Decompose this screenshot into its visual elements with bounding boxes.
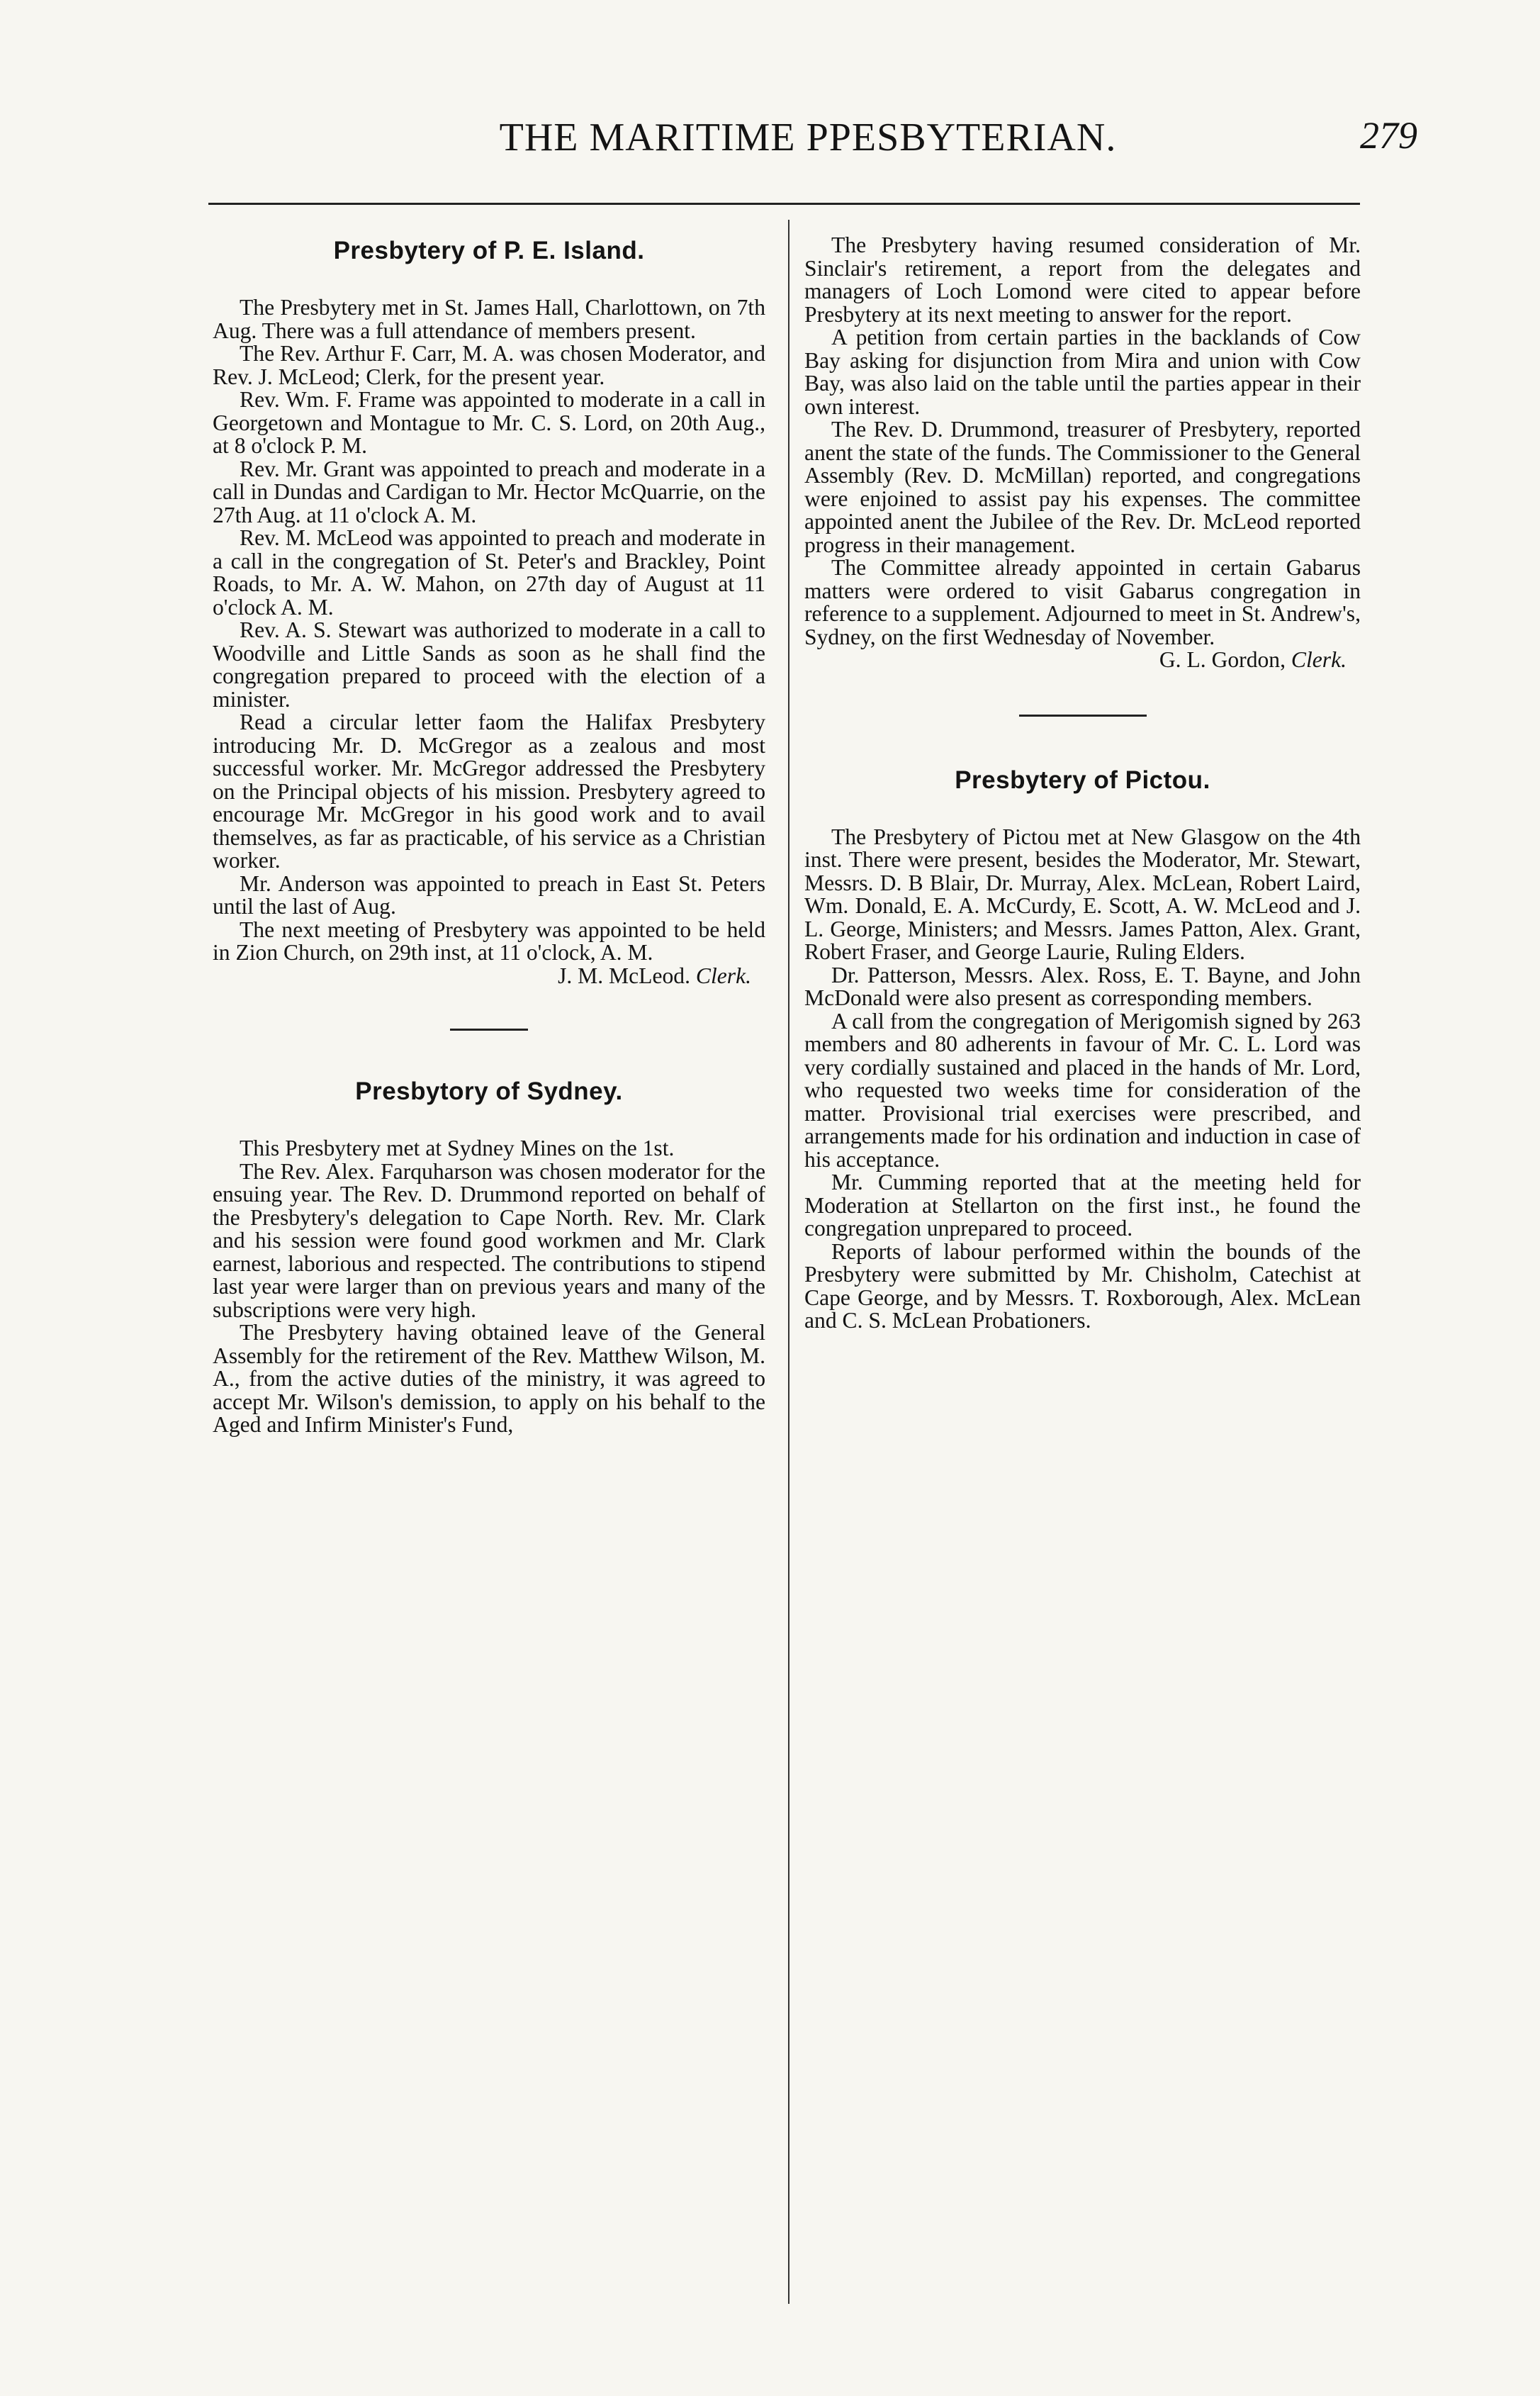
page-number: 279 — [1360, 114, 1417, 157]
paragraph: This Presbytery met at Sydney Mines on the 1st. — [240, 1136, 675, 1160]
section-separator — [450, 1029, 528, 1031]
paragraph: Rev. Mr. Grant was appointed to preach and moderate in a call in Dundas and Cardigan to Mr. Hector McQuarrie, on the 27th Aug. at 11 o'clock A. M. — [213, 456, 765, 527]
paragraph: Rev. M. McLeod was appointed to preach and moderate in a call in the congregation of St. Peter's and Brackley, Point Roads, to Mr. A. W. Mahon, on 27th day of August at 11 o'clock A. M. — [213, 525, 765, 620]
signature-role: Clerk. — [695, 963, 751, 988]
section-heading: Presbytery of P. E. Island. — [333, 237, 645, 264]
paragraph: A petition from certain parties in the backlands of Cow Bay asking for disjunction from Mira and union with Cow Bay, was also laid on the table until the parties appear in their own interest. — [804, 325, 1361, 419]
column-divider — [788, 220, 789, 2304]
article-pictou — [804, 763, 1361, 1333]
paragraph: The Rev. Arthur F. Carr, M. A. was chosen Moderator, and Rev. J. McLeod; Clerk, for the present year. — [213, 341, 765, 389]
paragraph: Read a circular letter faom the Halifax Presbytery introducing Mr. D. McGregor as a zealous and most successful worker. Mr. McGregor addressed the Presbytery on the Principal objects of his mission. Presbytery agreed to encourage Mr. McGregor in his good work and to avail themselves, as far as practicable, of his service as a Christian worker. — [213, 710, 765, 873]
section-heading: Presbytery of Pictou. — [955, 766, 1210, 794]
paragraph: The Committee already appointed in certain Gabarus matters were ordered to visit Gabarus congregation in reference to a supplement. Adjourned to meet in St. Andrew's, Sydney, on the first Wednesday of November. — [804, 555, 1361, 649]
page-title: THE MARITIME PPESBYTERIAN. — [499, 116, 1117, 159]
signature-name: J. M. McLeod. — [558, 963, 690, 988]
paragraph: The Presbytery of Pictou met at New Glasgow on the 4th inst. There were present, besides the Moderator, Mr. Stewart, Messrs. D. B Blair, Dr. Murray, Alex. McLean, Robert Laird, Wm. Donald, E. A. McCurdy, E. Scott, A. W. McLeod and J. L. George, Ministers; and Messrs. James Patton, Alex. Grant, Robert Fraser, and George Laurie, Ruling Elders. — [804, 824, 1361, 964]
signature-name: G. L. Gordon, — [1159, 647, 1286, 672]
article-sydney — [213, 1075, 765, 1437]
running-head — [397, 115, 1417, 172]
paragraph: Reports of labour performed within the bounds of the Presbytery were submitted by Mr. Chisholm, Catechist at Cape George, and by Messrs. T. Roxborough, Alex. McLean and C. S. McLean Probationers. — [804, 1238, 1361, 1333]
section-heading: Presbytory of Sydney. — [355, 1077, 623, 1105]
paragraph: Rev. A. S. Stewart was authorized to moderate in a call to Woodville and Little Sands as soon as he shall find the congregation prepared to proceed with the election of a minister. — [213, 617, 765, 712]
paragraph: The Rev. D. Drummond, treasurer of Presbytery, reported anent the state of the funds. The Commissioner to the General Assembly (Rev. D. McMillan) reported, and congregations were enjoined to assist pay his expenses. The committee appointed anent the Jubilee of the Rev. Dr. McLeod reported progress in their management. — [804, 417, 1361, 557]
left-column — [213, 234, 765, 1437]
signature — [804, 649, 1347, 672]
paragraph: Rev. Wm. F. Frame was appointed to moderate in a call in Georgetown and Montague to Mr. C. S. Lord, on 20th Aug., at 8 o'clock P. M. — [213, 387, 765, 458]
paragraph: Mr. Cumming reported that at the meeting held for Moderation at Stellarton on the first inst., he found the congregation unprepared to proceed. — [804, 1170, 1361, 1241]
signature — [213, 965, 751, 988]
paragraph: The Rev. Alex. Farquharson was chosen moderator for the ensuing year. The Rev. D. Drummond reported on behalf of the Presbytery's delegation to Cape North. Rev. Mr. Clark and his session were found good workmen and Mr. Clark earnest, laborious and respected. The contributions to stipend last year were larger than on previous years and many of the subscriptions were very high. — [213, 1158, 765, 1322]
paragraph: The next meeting of Presbytery was appointed to be held in Zion Church, on 29th inst, at 11 o'clock, A. M. — [213, 917, 765, 965]
article-sydney-continued — [804, 234, 1361, 672]
signature-role: Clerk. — [1291, 647, 1347, 672]
paragraph: A call from the congregation of Merigomish signed by 263 members and 80 adherents in favour of Mr. C. L. Lord was very cordially sustained and placed in the hands of Mr. Lord, who requested two weeks time for consideration of the matter. Provisional trial exercises were prescribed, and arrangements made for his ordination and induction in case of his acceptance. — [804, 1008, 1361, 1172]
article-pei — [213, 234, 765, 987]
right-column — [804, 234, 1361, 1333]
paragraph: Mr. Anderson was appointed to preach in East St. Peters until the last of Aug. — [213, 870, 765, 919]
section-separator — [1019, 715, 1147, 717]
paragraph: Dr. Patterson, Messrs. Alex. Ross, E. T. Bayne, and John McDonald were also present as corresponding members. — [804, 962, 1361, 1010]
header-rule — [208, 203, 1360, 205]
paragraph: The Presbytery having resumed consideration of Mr. Sinclair's retirement, a report from the delegates and managers of Loch Lomond were cited to appear before Presbytery at its next meeting to answer for the report. — [804, 233, 1361, 327]
paragraph: The Presbytery met in St. James Hall, Charlottown, on 7th Aug. There was a full attendance of members present. — [213, 295, 765, 343]
paragraph: The Presbytery having obtained leave of the General Assembly for the retirement of the Rev. Matthew Wilson, M. A., from the active duties of the ministry, it was agreed to accept Mr. Wilson's demission, to apply on his behalf to the Aged and Infirm Minister's Fund, — [213, 1320, 765, 1437]
